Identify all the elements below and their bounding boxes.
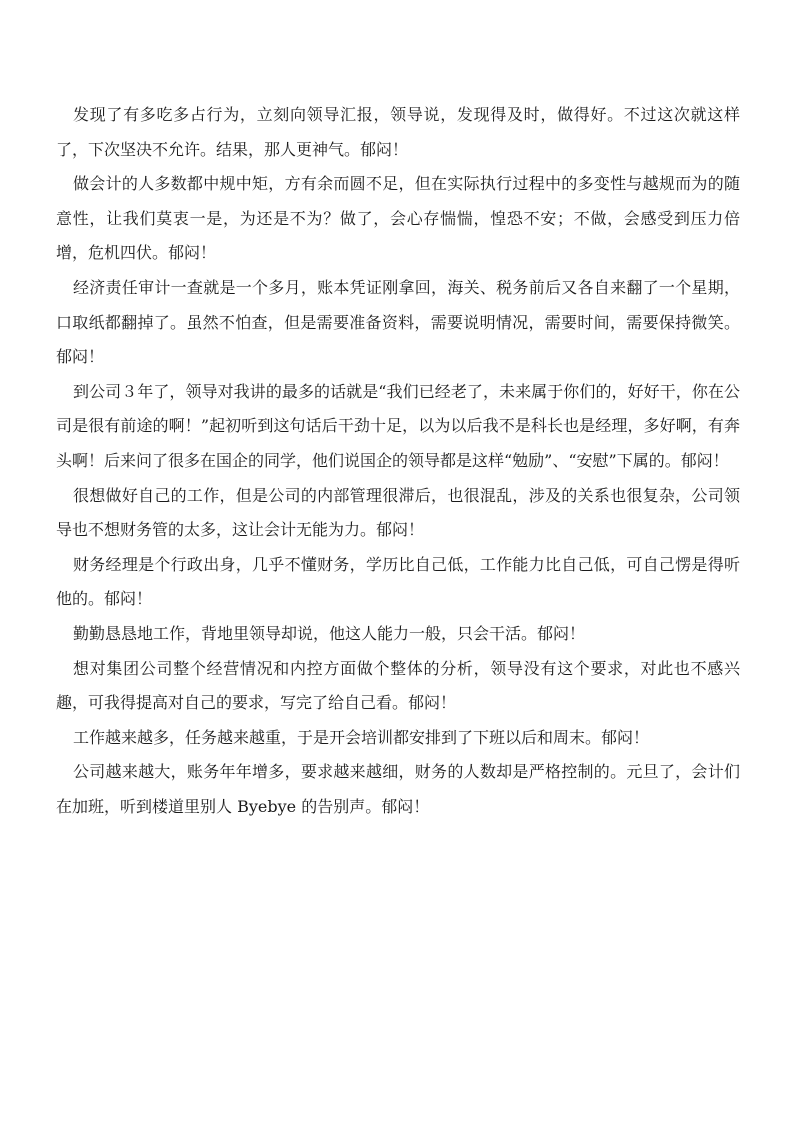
paragraph-8: 想对集团公司整个经营情况和内控方面做个整体的分析，领导没有这个要求，对此也不感兴趣，可我得提高对自己的要求，写完了给自己看。郁闷！ xyxy=(56,658,740,713)
document-body xyxy=(56,98,740,824)
paragraph-10: 公司越来越大，账务年年增多，要求越来越细，财务的人数却是严格控制的。元旦了，会计们在加班，听到楼道里别人 Byebye 的告别声。郁闷！ xyxy=(56,762,740,816)
paragraph-7: 勤勤恳恳地工作，背地里领导却说，他这人能力一般，只会干活。郁闷！ xyxy=(73,623,586,643)
paragraph-2: 做会计的人多数都中规中矩，方有余而圆不足，但在实际执行过程中的多变性与越规而为的随意性，让我们莫衷一是，为还是不为？做了，会心存惴惴，惶恐不安；不做，会感受到压力倍增，危机四伏。郁闷！ xyxy=(56,174,740,263)
paragraph-9: 工作越来越多，任务越来越重，于是开会培训都安排到了下班以后和周末。郁闷！ xyxy=(73,727,650,747)
paragraph-1: 发现了有多吃多占行为，立刻向领导汇报，领导说，发现得及时，做得好。不过这次就这样了，下次坚决不允许。结果，那人更神气。郁闷！ xyxy=(56,105,740,159)
paragraph-6: 财务经理是个行政出身，几乎不懂财务，学历比自己低，工作能力比自己低，可自己愣是得听他的。郁闷！ xyxy=(56,554,740,609)
paragraph-3: 经济责任审计一查就是一个多月，账本凭证刚拿回，海关、税务前后又各自来翻了一个星期，口取纸都翻掉了。虽然不怕查，但是需要准备资料，需要说明情况，需要时间，需要保持微笑。郁闷！ xyxy=(56,277,740,367)
paragraph-5: 很想做好自己的工作，但是公司的内部管理很滞后，也很混乱，涉及的关系也很复杂，公司领导也不想财务管的太多，这让会计无能为力。郁闷！ xyxy=(56,485,740,540)
paragraph-4: 到公司３年了，领导对我讲的最多的话就是“我们已经老了，未来属于你们的，好好干，你在公司是很有前途的啊！”起初听到这句话后干劲十足，以为以后我不是科长也是经理，多好啊，有奔头啊！后来问了很多在国企的同学，他们说国企的领导都是这样“勉励”、“安慰”下属的。郁闷！ xyxy=(56,381,740,470)
